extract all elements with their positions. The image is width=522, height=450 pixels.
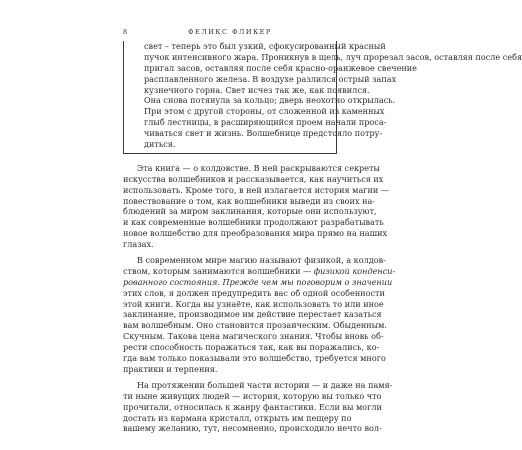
text-line: ти ныне живущих людей — история, которую вы только что [123, 390, 382, 401]
text-line: новое волшебство для преобразования мира прямо на наших [123, 228, 388, 239]
text-line: блюдений за миром заклинания, которые они используют, [123, 206, 377, 217]
box-line: диться. [144, 139, 176, 150]
text-block [123, 41, 522, 434]
page-number: 8 [123, 28, 128, 36]
box-line: Она снова потянула за кольцо; дверь неохотно открылась. [144, 95, 396, 106]
italic-term: физикой конденси- [313, 265, 396, 276]
text-line [123, 265, 396, 277]
text-line [123, 276, 393, 288]
text-line: Эта книга — о колдовстве. В ней раскрываются секреты [137, 162, 380, 173]
text-line: На протяжении большей части истории — и даже на памя- [137, 379, 393, 390]
italic-term: рованного состояния. Прежде чем мы поговорим о [123, 276, 353, 287]
text-run: ством, которым занимаются волшебники — [123, 265, 314, 276]
text-line: вашему желанию, тут, несомненно, происходило нечто вол- [123, 423, 382, 434]
text-line: этой книги. Когда вы узнаёте, как использовать то или иное [123, 298, 384, 309]
paragraph-2 [123, 255, 396, 375]
text-line: гда вам только показывали это волшебство, требуется много [123, 353, 386, 364]
box-line: При этом с другой стороны, от сложенной из каменных [144, 106, 385, 117]
text-line: этих слов, я должен предупредить вас об одной особенности [123, 287, 385, 298]
box-line: глыб лестницы, в расширяющийся проем начали проса- [144, 117, 387, 128]
text-line: использовать. Кроме того, в ней излагается история магии — [123, 184, 389, 195]
italic-term: значении [352, 276, 393, 287]
box-line: пригал засов, оставляя после себя красно-оранжевое свечение [144, 62, 417, 73]
box-line: кузнечного горна. Свет исчез так же, как появился. [144, 84, 370, 95]
excerpt-box [123, 41, 522, 154]
running-head-title: ФЕЛИКС ФЛИКЕР [188, 28, 272, 36]
box-line: расплавленного железа. В воздухе разлился острый запах [144, 73, 397, 84]
text-line: заклинание, производимое им действие перестает казаться [123, 309, 382, 320]
paragraph-1 [123, 162, 389, 250]
text-line: достать из кармана кристалл, открыть им пещеру по [123, 412, 352, 423]
box-line: свет – теперь это был узкий, сфокусированный красный [144, 41, 386, 51]
box-line: пучок интенсивного жара. Проникнув в щель, луч прорезал засов, оставляя после себя [144, 51, 522, 62]
running-head [123, 26, 337, 38]
text-line: повествование о том, как волшебники выведи из своих на- [123, 195, 376, 206]
text-line: рести способность поражаться так, как вы поражались, ко- [123, 342, 380, 353]
box-line: чиваться свет и жизнь. Волшебнице предстояло потру- [144, 128, 383, 139]
text-line: и как современные волшебники продолжают разрабатывать [123, 217, 384, 228]
text-line: прочитали, относилась к жанру фантастики. Если вы могли [123, 401, 382, 412]
text-line: практики и терпения. [123, 363, 218, 374]
text-line: В современном мире магию называют физикой, а колдов- [137, 255, 386, 266]
text-line: Скучным. Такова цена магического знания. Чтобы вновь об- [123, 331, 384, 342]
text-line: искусства волшебников и рассказывается, как научиться их [123, 173, 384, 184]
text-line: глазах. [123, 239, 154, 250]
paragraph-3 [123, 379, 393, 434]
text-line: вам волшебным. Оно становится прозаическим. Обыденным. [123, 320, 387, 331]
